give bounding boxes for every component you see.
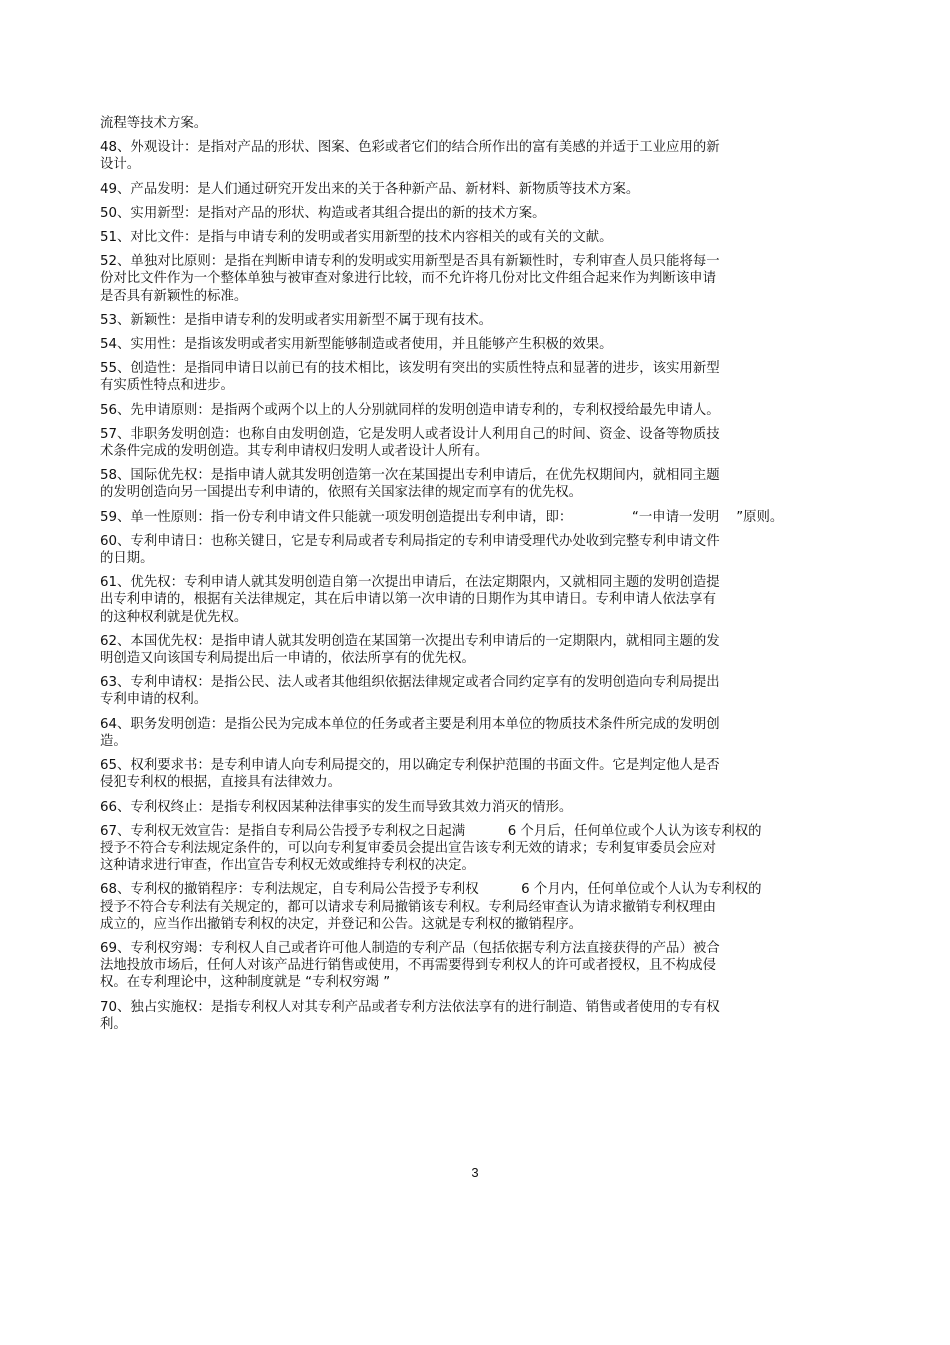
entry-line: 份对比文件作为一个整体单独与被审查对象进行比较，而不允许将几份对比文件组合起来作为判断该申请	[100, 271, 716, 287]
definition-entry	[100, 467, 870, 501]
entry-line: 68、专利权的撤销程序：专利法规定，自专利局公告授予专利权 6 个月内，任何单位或个人认为专利权的	[100, 882, 762, 898]
entry-line: 55、创造性：是指同申请日以前已有的技术相比，该发明有突出的实质性特点和显著的进步，该实用新型	[100, 361, 720, 377]
entry-line: 51、对比文件：是指与申请专利的发明或者实用新型的技术内容相关的或有关的文献。	[100, 230, 613, 246]
entry-line: 是否具有新颖性的标准。	[100, 288, 248, 304]
entry-line: 52、单独对比原则：是指在判断申请专利的发明或实用新型是否具有新颖性时，专利审查人员只能将每一	[100, 254, 720, 270]
definition-entry	[100, 205, 870, 222]
entry-line: 62、本国优先权：是指申请人就其发明创造在某国第一次提出专利申请后的一定期限内，就相同主题的发	[100, 633, 720, 649]
entry-line: 66、专利权终止：是指专利权因某种法律事实的发生而导致其效力消灭的情形。	[100, 799, 573, 815]
entry-line: 70、独占实施权：是指专利权人对其专利产品或者专利方法依法享有的进行制造、销售或者使用的专有权	[100, 999, 720, 1015]
document-body	[100, 115, 870, 1040]
definition-entry	[100, 574, 870, 626]
definition-entry	[100, 823, 870, 875]
entry-line: 授予不符合专利法有关规定的，都可以请求专利局撤销该专利权。专利局经审查认为请求撤销专利权理由	[100, 899, 716, 915]
entry-line: 流程等技术方案。	[100, 116, 208, 131]
entry-line: 造。	[100, 733, 127, 749]
entry-line: 56、先申请原则：是指两个或两个以上的人分别就同样的发明创造申请专利的，专利权授给最先申请人。	[100, 402, 720, 418]
entry-line: 授予不符合专利法规定条件的，可以向专利复审委员会提出宣告该专利无效的请求；专利复审委员会应对	[100, 840, 716, 856]
entry-line: 权。在专利理论中，这种制度就是 “专利权穷竭 ”	[100, 975, 391, 991]
entry-line: 有实质性特点和进步。	[100, 378, 234, 394]
definition-entry	[100, 336, 870, 353]
definition-entry	[100, 999, 870, 1033]
entry-line: 53、新颖性：是指申请专利的发明或者实用新型不属于现有技术。	[100, 312, 492, 328]
entry-line: 59、单一性原则：指一份专利申请文件只能就一项发明创造提出专利申请，即： “一申请一发明 ”原则。	[100, 509, 784, 525]
definition-entry	[100, 312, 870, 329]
definition-entry	[100, 799, 870, 816]
entry-line: 的这种权利就是优先权。	[100, 609, 248, 625]
definition-entry	[100, 881, 870, 933]
definition-entry	[100, 402, 870, 419]
entry-line: 利。	[100, 1016, 127, 1032]
entry-line: 设计。	[100, 157, 141, 173]
entry-line: 58、国际优先权：是指申请人就其发明创造第一次在某国提出专利申请后，在优先权期间内，就相同主题	[100, 468, 720, 484]
entry-line: 成立的，应当作出撤销专利权的决定，并登记和公告。这就是专利权的撤销程序。	[100, 916, 583, 932]
entry-line: 69、专利权穷竭：专利权人自己或者许可他人制造的专利产品（包括依据专利方法直接获得的产品）被合	[100, 940, 720, 956]
definition-entry	[100, 426, 870, 460]
definition-entry	[100, 633, 870, 667]
entry-line: 49、产品发明：是人们通过研究开发出来的关于各种新产品、新材料、新物质等技术方案。	[100, 181, 640, 197]
entry-line: 57、非职务发明创造：也称自由发明创造，它是发明人或者设计人利用自己的时间、资金、设备等物质技	[100, 426, 720, 442]
entry-line: 63、专利申请权：是指公民、法人或者其他组织依据法律规定或者合同约定享有的发明创造向专利局提出	[100, 675, 720, 691]
definition-entry	[100, 229, 870, 246]
entry-line: 侵犯专利权的根据，直接具有法律效力。	[100, 775, 342, 791]
definition-entry	[100, 533, 870, 567]
entry-line: 65、权利要求书：是专利申请人向专利局提交的，用以确定专利保护范围的书面文件。它是判定他人是否	[100, 758, 720, 774]
entry-line: 明创造又向该国专利局提出后一申请的，依法所享有的优先权。	[100, 651, 475, 667]
definition-entry	[100, 509, 870, 526]
definition-entry	[100, 360, 870, 394]
entry-line: 术条件完成的发明创造。其专利申请权归发明人或者设计人所有。	[100, 444, 489, 460]
page-number: 3	[471, 1165, 479, 1180]
entry-line: 61、优先权：专利申请人就其发明创造自第一次提出申请后，在法定期限内，又就相同主题的发明创造提	[100, 575, 720, 591]
entry-line: 54、实用性：是指该发明或者实用新型能够制造或者使用，并且能够产生积极的效果。	[100, 337, 613, 353]
definition-entry	[100, 757, 870, 791]
definition-entry	[100, 253, 870, 305]
entry-line: 出专利申请的，根据有关法律规定，其在后申请以第一次申请的日期作为其申请日。专利申请人依法享有	[100, 592, 716, 608]
entry-line: 的发明创造向另一国提出专利申请的，依照有关国家法律的规定而享有的优先权。	[100, 485, 583, 501]
definition-entry	[100, 139, 870, 173]
definition-entry	[100, 716, 870, 750]
definition-entry	[100, 115, 870, 132]
entry-line: 专利申请的权利。	[100, 692, 208, 708]
definition-entry	[100, 940, 870, 992]
entry-line: 的日期。	[100, 551, 154, 567]
entry-line: 法地投放市场后，任何人对该产品进行销售或使用，不再需要得到专利权人的许可或者授权，且不构成侵	[100, 958, 716, 974]
entry-line: 60、专利申请日：也称关键日，它是专利局或者专利局指定的专利申请受理代办处收到完整专利申请文件	[100, 533, 720, 549]
entry-line: 67、专利权无效宣告：是指自专利局公告授予专利权之日起满 6 个月后，任何单位或个人认为该专利权的	[100, 823, 762, 839]
entry-line: 这种请求进行审查，作出宣告专利权无效或维持专利权的决定。	[100, 858, 475, 874]
entry-line: 48、外观设计：是指对产品的形状、图案、色彩或者它们的结合所作出的富有美感的并适于工业应用的新	[100, 140, 720, 156]
entry-line: 64、职务发明创造：是指公民为完成本单位的任务或者主要是利用本单位的物质技术条件所完成的发明创	[100, 716, 720, 732]
definition-entry	[100, 181, 870, 198]
definition-entry	[100, 674, 870, 708]
entry-line: 50、实用新型：是指对产品的形状、构造或者其组合提出的新的技术方案。	[100, 205, 546, 221]
